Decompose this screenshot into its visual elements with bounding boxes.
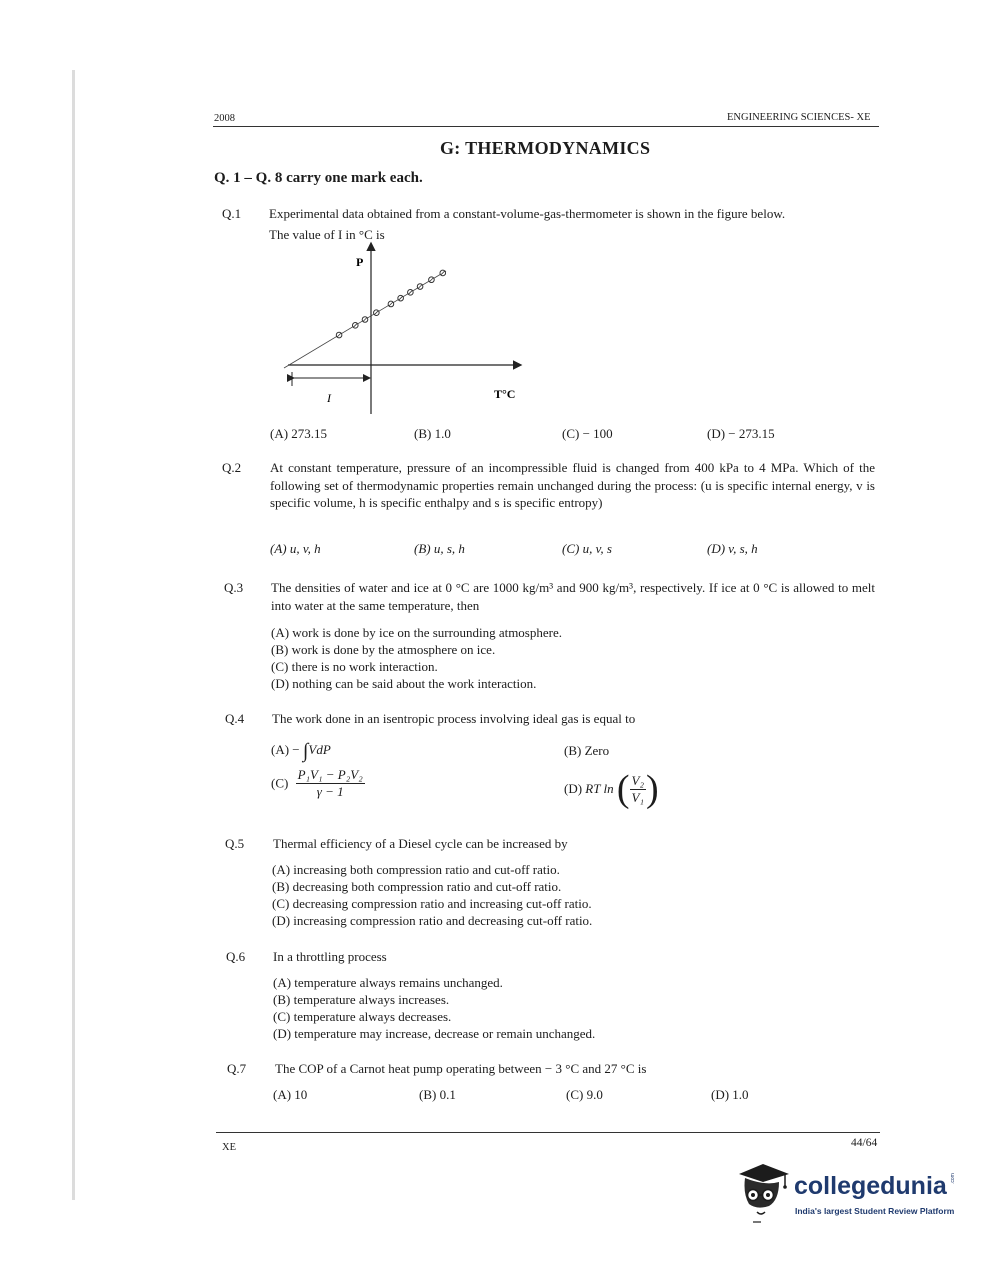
integral-sign: ∫ [302, 740, 309, 762]
q4c-denominator: γ − 1 [316, 784, 344, 799]
q4-option-b: (B) Zero [564, 743, 610, 758]
header-rule [213, 126, 879, 127]
q5-option-c: (C) decreasing compression ratio and increasing cut-off ratio. [272, 896, 592, 911]
q4-option-d: (D) RT ln ( $\frac{\text{V₂}}{\text{V₁}}$ ) [564, 768, 659, 810]
q4-text: The work done in an isentropic process involving ideal gas is equal to [272, 711, 636, 726]
footer-page: 44/64 [851, 1137, 878, 1149]
scan-edge [72, 70, 75, 1200]
q6-option-b: (B) temperature always increases. [273, 992, 450, 1007]
q5-option-b: (B) decreasing both compression ratio and cut-off ratio. [272, 879, 562, 894]
q7-option-a: (A) 10 [273, 1087, 308, 1102]
q7-number: Q.7 [227, 1061, 247, 1076]
q4-option-a: (A) − ∫VdP [271, 740, 331, 762]
q4c-numerator: P₁V₁ − P₂V₂ [297, 767, 363, 782]
subtitle: Q. 1 – Q. 8 carry one mark each. [214, 170, 423, 186]
q6-option-a: (A) temperature always remains unchanged. [273, 975, 503, 990]
q1-text-line1: Experimental data obtained from a constant-volume-gas-thermometer is shown in the figure below. [269, 206, 786, 221]
q6-number: Q.6 [226, 949, 246, 964]
q1-text-line2: The value of I in °C is [269, 227, 385, 242]
logo-tagline: India's largest Student Review Platform [795, 1206, 955, 1216]
q3-option-c: (C) there is no work interaction. [271, 659, 438, 674]
q2-number: Q.2 [222, 460, 242, 475]
q3-option-a: (A) work is done by ice on the surrounding atmosphere. [271, 625, 562, 640]
q1-option-c: (C) − 100 [562, 426, 613, 441]
data-points [336, 270, 445, 338]
logo-wordmark: collegedunia [794, 1172, 947, 1200]
q4d-denominator: V₁ [631, 789, 644, 805]
header-year: 2008 [214, 113, 235, 124]
q1-option-d: (D) − 273.15 [707, 426, 775, 441]
q5-option-a: (A) increasing both compression ratio and cut-off ratio. [272, 862, 560, 877]
t-axis-label: T°C [494, 387, 516, 401]
q2-option-a: (A) u, v, h [270, 541, 321, 556]
collegedunia-mascot-icon [735, 1160, 793, 1226]
q6-option-c: (C) temperature always decreases. [273, 1009, 452, 1024]
section-title: G: THERMODYNAMICS [440, 138, 651, 158]
logo-tld: .com [950, 1173, 956, 1184]
q6-text: In a throttling process [273, 949, 387, 964]
q3-text: The densities of water and ice at 0 °C are 1000 kg/m³ and 900 kg/m³, respectively. If ice at 0 °C is allowed to melt into water at the same temperature, then [271, 580, 875, 613]
q2-text: At constant temperature, pressure of an incompressible fluid is changed from 400 kPa to 4 MPa. Which of the following set of thermodynamic properties remain unchanged during the process: (u is specific internal energy, v is specific volume, h is specific enthalpy and s is specific entropy) [270, 460, 875, 510]
q5-text: Thermal efficiency of a Diesel cycle can be increased by [273, 836, 568, 851]
q5-number: Q.5 [225, 836, 245, 851]
q2-option-c: (C) u, v, s [562, 541, 612, 556]
q7-option-b: (B) 0.1 [419, 1087, 456, 1102]
q7-option-c: (C) 9.0 [566, 1087, 603, 1102]
header-paper: ENGINEERING SCIENCES- XE [727, 112, 871, 123]
q2-option-d: (D) v, s, h [707, 541, 758, 556]
intercept-label: I [327, 391, 331, 405]
footer-left: XE [222, 1142, 236, 1153]
q5-option-d: (D) increasing compression ratio and decreasing cut-off ratio. [272, 913, 593, 928]
q1-figure [270, 240, 530, 420]
q2-option-b: (B) u, s, h [414, 541, 465, 556]
q1-option-b: (B) 1.0 [414, 426, 451, 441]
q3-option-b: (B) work is done by the atmosphere on ice. [271, 642, 496, 657]
q1-option-a: (A) 273.15 [270, 426, 328, 441]
p-axis-label: P [356, 255, 364, 269]
q1-number: Q.1 [222, 206, 242, 221]
q7-text: The COP of a Carnot heat pump operating between − 3 °C and 27 °C is [275, 1061, 647, 1076]
q4-number: Q.4 [225, 711, 245, 726]
q6-option-d: (D) temperature may increase, decrease or remain unchanged. [273, 1026, 596, 1041]
q4d-numerator: V₂ [631, 772, 644, 788]
q3-number: Q.3 [224, 580, 244, 595]
q4-option-c: (C) $\frac{\text{P₁V₁ − P₂V₂}}{\gamma - 1}$ [271, 767, 363, 799]
q7-option-d: (D) 1.0 [711, 1087, 749, 1102]
footer-rule [216, 1132, 880, 1133]
q3-option-d: (D) nothing can be said about the work interaction. [271, 676, 537, 691]
